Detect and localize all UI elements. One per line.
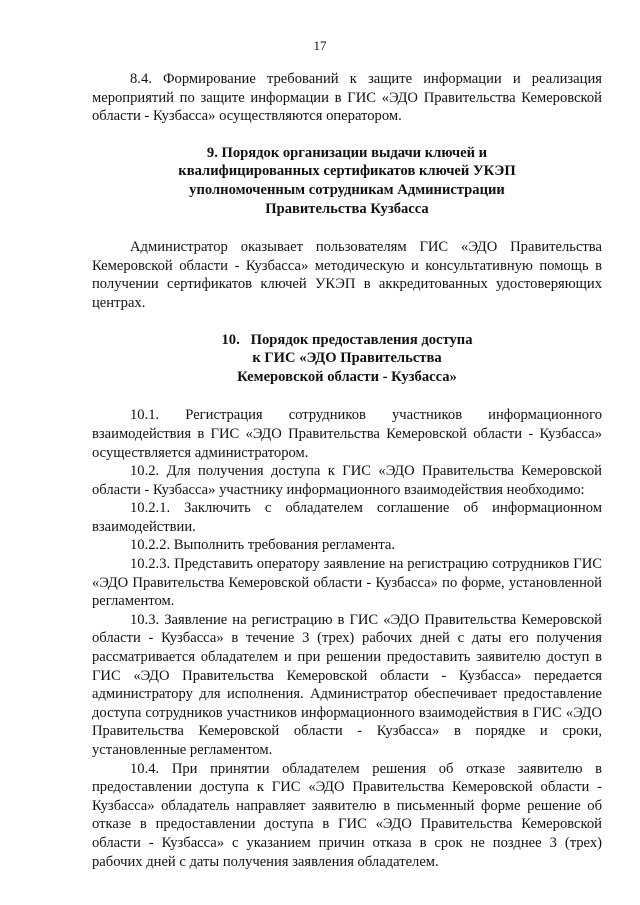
paragraph-10-2-3: 10.2.3. Представить оператору заявление на регистрацию сотрудников ГИС «ЭДО Правительства Кемеровской области - Кузбасса» по форме, установленной регламентом. bbox=[92, 556, 602, 610]
section-10-heading bbox=[92, 331, 602, 387]
paragraph-10-1: 10.1. Регистрация сотрудников участников информационного взаимодействия в ГИС «ЭДО Правительства Кемеровской области - Кузбасса» осуществляется администратором. bbox=[92, 407, 602, 461]
section-9-heading-line-2: квалифицированных сертификатов ключей УКЭП bbox=[178, 163, 516, 180]
paragraph-10-2-2: 10.2.2. Выполнить требования регламента. bbox=[130, 537, 396, 554]
section-9-heading-line-3: уполномоченным сотрудникам Администрации bbox=[189, 181, 505, 198]
section-9-heading bbox=[92, 144, 602, 218]
section-9-text: Администратор оказывает пользователям ГИС «ЭДО Правительства Кемеровской области - Кузбасса» методическую и консультативную помощь в получении сертификатов ключей УКЭП в аккредитованных удостоверяющих центрах. bbox=[92, 239, 602, 311]
section-9-heading-line-4: Правительства Кузбасса bbox=[265, 200, 429, 217]
page-number: 17 bbox=[313, 38, 327, 53]
section-10-heading-line-1: 10. Порядок предоставления доступа bbox=[221, 331, 473, 348]
section-10-heading-line-2: к ГИС «ЭДО Правительства bbox=[252, 350, 442, 367]
paragraph-10-4: 10.4. При принятии обладателем решения об отказе заявителю в предоставлении доступа к ГИС «ЭДО Правительства Кемеровской области - Кузбасса» обладатель направляет заявителю в письменный форме решение об отказе в предоставлении доступа в ГИС «ЭДО Правительства Кемеровской области - Кузбасса» с указанием причин отказа в срок не позднее 3 (трех) рабочих дней с даты получения заявления обладателем. bbox=[92, 760, 602, 870]
section-9-heading-line-1: 9. Порядок организации выдачи ключей и bbox=[206, 144, 488, 161]
paragraph-10-2-1: 10.2.1. Заключить с обладателем соглашение об информационном взаимодействии. bbox=[92, 500, 602, 535]
document-body bbox=[92, 70, 602, 871]
section-10-heading-line-3: Кемеровской области - Кузбасса» bbox=[237, 368, 457, 385]
paragraph-8-4: 8.4. Формирование требований к защите информации и реализация мероприятий по защите информации в ГИС «ЭДО Правительства Кемеровской области - Кузбасса» осуществляются оператором. bbox=[92, 71, 602, 125]
section-10-content bbox=[92, 406, 602, 871]
paragraph-10-3: 10.3. Заявление на регистрацию в ГИС «ЭДО Правительства Кемеровской области - Кузбасса» в течение 3 (трех) рабочих дней с даты его получения рассматривается обладателем и при решении предоставить заявителю доступ в ГИС «ЭДО Правительства Кемеровской области - Кузбасса» передается администратору для исполнения. Администратор обеспечивает предоставление доступа сотрудников участников информационного взаимодействия в ГИС «ЭДО Правительства Кемеровской области - Кузбасса» в порядке и сроки, установленные регламентом. bbox=[92, 611, 602, 758]
paragraph-10-2: 10.2. Для получения доступа к ГИС «ЭДО Правительства Кемеровской области - Кузбасса» участнику информационного взаимодействия необходимо: bbox=[92, 463, 602, 498]
